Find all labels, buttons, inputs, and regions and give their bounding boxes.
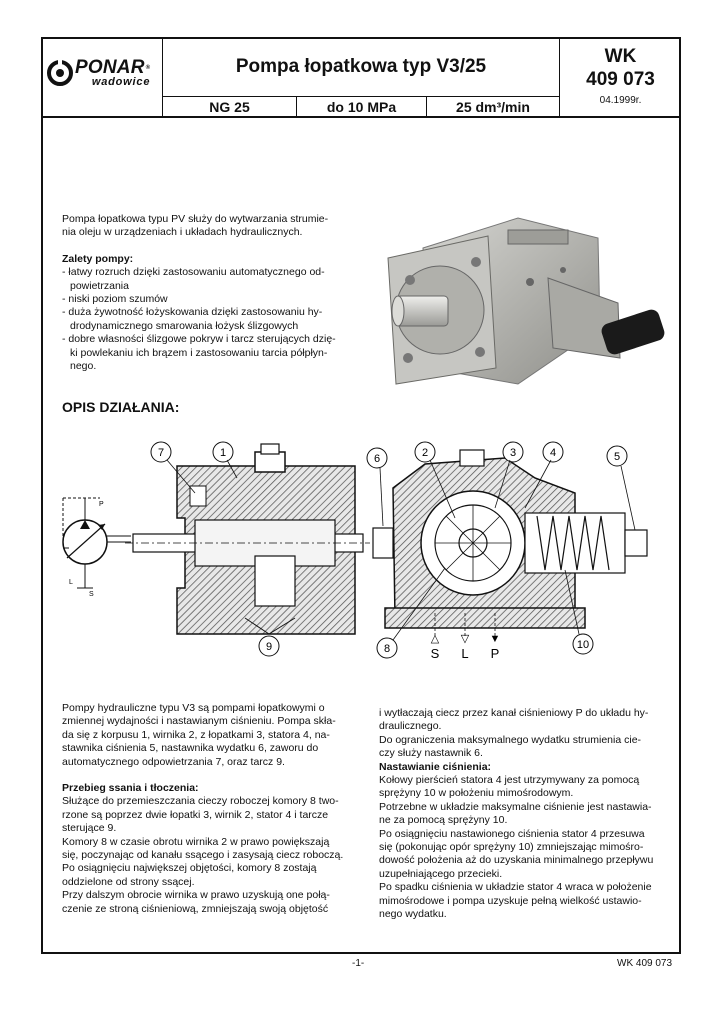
suction-subtitle: Przebieg ssania i tłoczenia: (62, 782, 199, 795)
callout-2: 2 (421, 447, 429, 459)
port-label-p: P (490, 646, 500, 661)
pump-photo (368, 208, 668, 394)
hydraulic-pump-symbol-icon (63, 498, 131, 598)
text-line: Kołowy pierścień statora 4 jest utrzymywany za pomocą (379, 774, 640, 787)
advantage-line: powietrzania (70, 279, 129, 292)
text-line: automatycznego odpowietrzania 7, oraz tarcz 9. (62, 755, 285, 768)
text-line: oddzielone od strony ssącej. (62, 875, 195, 888)
advantage-line: - łatwy rozruch dzięki zastosowaniu automatycznego od- (62, 266, 325, 279)
section-title: OPIS DZIAŁANIA: (62, 399, 180, 415)
symbol-label: S (89, 591, 94, 598)
logo-name: PONAR (75, 57, 145, 78)
text-line: Po spadku ciśnienia w układzie stator 4 wraca w położenie (379, 881, 652, 894)
port-label-l: L (461, 646, 469, 661)
footer-doc-code: WK 409 073 (617, 958, 673, 969)
spec-row (163, 97, 559, 117)
advantage-line: - niski poziom szumów (62, 293, 168, 306)
port-symbol-p: ▼ (489, 633, 501, 645)
title-cell (163, 37, 559, 97)
doc-number: 409 073 (586, 69, 655, 90)
port-labels (431, 633, 501, 661)
intro-block (62, 213, 352, 373)
logo-cell (41, 37, 163, 117)
right-column (379, 707, 669, 922)
text-line: i wytłaczają ciecz przez kanał ciśnieniowy P do układu hy- (379, 707, 649, 719)
text-line: ne za pomocą sprężyny 10. (379, 814, 508, 827)
pressure-subtitle: Nastawianie ciśnienia: (379, 760, 492, 773)
advantage-item (62, 333, 352, 373)
text-line: Do ograniczenia maksymalnego wydatku strumienia cie- (379, 733, 642, 746)
text-line: mimośrodowe i pompa uzyskuje pełną wielkość ustawio- (379, 894, 642, 907)
text-line: dowość położenia aż do uzyskania minimalnego przepływu (379, 854, 654, 867)
doc-date: 04.1999r. (599, 95, 642, 106)
text-line: Komory 8 w czasie obrotu wirnika 2 w prawo powiększają (62, 835, 330, 848)
text-line: sprężyny 10 w położeniu mimośrodowym. (379, 787, 574, 800)
logo: PONAR® wadowice (47, 59, 150, 87)
intro-line: Pompa łopatkowa typu PV służy do wytwarzania strumie- (62, 213, 329, 225)
symbol-label: P (99, 501, 104, 508)
sheet-id-cell (559, 37, 681, 117)
text-line: Potrzebne w układzie maksymalne ciśnienie jest nastawia- (379, 800, 652, 813)
spec-flow: 25 dm³/min (456, 99, 530, 115)
cross-section (373, 450, 647, 638)
text-line: Pompy hydrauliczne typu V3 są pompami łopatkowymi o (62, 702, 325, 714)
text-line: Przy dalszym obrocie wirnika w prawo uzyskują one połą- (62, 889, 330, 902)
advantage-line: drodynamicznego smarowania łożysk ślizgowych (70, 319, 299, 332)
text-line: zmiennej wydajności i nastawianym ciśnieniu. Pompa skła- (62, 715, 336, 728)
callout-6: 6 (373, 453, 381, 465)
advantage-item (62, 293, 352, 306)
text-line: da się z korpusu 1, wirnika 2, z łopatkami 3, statora 4, na- (62, 728, 330, 741)
page-title: Pompa łopatkowa typ V3/25 (235, 55, 487, 77)
ponar-logo-icon (47, 60, 73, 86)
text-line: Po osiągnięciu największej objętości, komory 8 zostają (62, 862, 317, 875)
callout-9: 9 (265, 641, 273, 653)
spec-nominal-size: NG 25 (163, 97, 297, 117)
callout-7: 7 (157, 447, 165, 459)
doc-prefix: WK (604, 46, 637, 67)
advantage-line: ki powlekaniu ich brązem i zastosowaniu tarcia półpłyn- (70, 346, 328, 359)
spec-pressure: do 10 MPa (297, 97, 427, 117)
longitudinal-section (125, 444, 370, 634)
advantage-item (62, 306, 352, 333)
text-line: uzupełniającego przecieki. (379, 867, 503, 880)
text-line: się (pokonując opór sprężyny 10) zmniejszając mimośro- (379, 841, 644, 854)
text-line: stawnika ciśnienia 5, nastawnika wydatku 6, zaworu do (62, 742, 319, 755)
text-line: czenie ze stroną ciśnieniową, zmniejszają swoją objętość (62, 902, 329, 915)
advantages-title: Zalety pompy: (62, 252, 134, 265)
text-line: rzone są poprzez dwie łopatki 3, wirnik 2, stator 4 i tarcze (62, 808, 329, 821)
page-number: -1- (352, 958, 365, 969)
text-line: Służące do przemieszczania cieczy roboczej komory 8 two- (62, 795, 339, 808)
logo-subtitle: wadowice (91, 76, 151, 88)
advantage-item (62, 266, 352, 293)
port-label-s: S (430, 646, 440, 661)
left-column (62, 702, 348, 916)
callout-3: 3 (509, 447, 517, 459)
text-line: Po osiągnięciu nastawionego ciśnienia stator 4 przesuwa (379, 827, 645, 840)
callout-8: 8 (383, 643, 391, 655)
port-symbol-l: ▽ (460, 633, 470, 645)
symbol-label: L (69, 579, 73, 586)
port-symbol-s: △ (430, 633, 440, 645)
advantage-line: - dobre własności ślizgowe pokryw i tarcz sterujących dzię- (62, 333, 336, 346)
advantage-line: - duża żywotność łożyskowania dzięki zastosowaniu hy- (62, 306, 323, 319)
callout-10: 10 (576, 639, 590, 651)
text-line: sterujące 9. (62, 822, 117, 835)
callout-1: 1 (219, 447, 227, 459)
text-line: czy służy nastawnik 6. (379, 747, 483, 760)
callout-4: 4 (549, 447, 557, 459)
sectional-drawing (55, 438, 675, 668)
advantage-line: nego. (70, 360, 97, 373)
header-divider (41, 116, 681, 118)
text-line: się, poczynając od kanału ssącego i zasysają ciecz roboczą. (62, 849, 344, 862)
text-line: draulicznego. (379, 720, 442, 733)
text-line: nego wydatku. (379, 908, 447, 921)
intro-line: nia oleju w urządzeniach i układach hydraulicznych. (62, 226, 303, 239)
callout-5: 5 (613, 451, 621, 463)
